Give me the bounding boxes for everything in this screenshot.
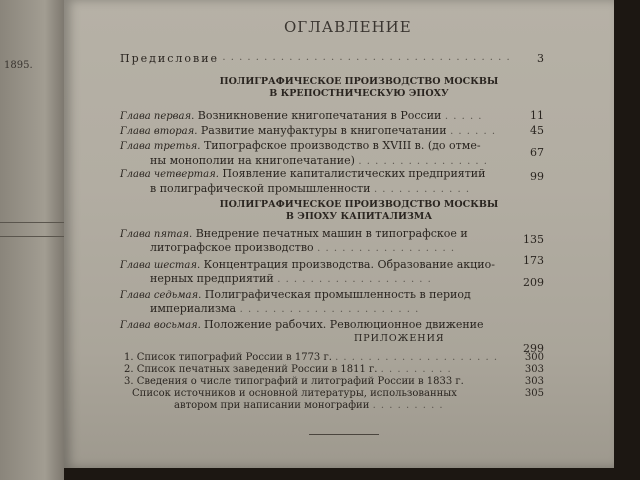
toc-entry (120, 109, 482, 122)
toc-entry-continuation (150, 241, 455, 254)
leader-dots: . . . . . . . . . (372, 400, 444, 411)
chapter-number: Глава пятая. (120, 229, 193, 240)
part1-heading-line: ПОЛИГРАФИЧЕСКОЕ ПРОИЗВОДСТВО МОСКВЫ (219, 76, 499, 87)
left-page-rule (0, 236, 64, 237)
leader-dots: . . . . . . (450, 126, 497, 137)
chapter-title: империализма (150, 302, 237, 315)
toc-entry (120, 288, 471, 301)
left-page-edge (0, 0, 64, 480)
appendix-item-text: 1. Список типографий России в 1773 г. (124, 352, 332, 363)
chapter-page: 67 (530, 146, 544, 159)
toc-entry-continuation (150, 182, 470, 195)
chapter-page: 209 (523, 276, 544, 289)
chapter-page: 135 (523, 233, 544, 246)
page-title: ОГЛАВЛЕНИЕ (284, 18, 412, 36)
appendix-item (124, 352, 498, 363)
leader-dots: . . . . . . . . . . . . (373, 184, 471, 195)
appendix-item (124, 364, 452, 375)
toc-entry (120, 139, 481, 152)
appendix-item-text: Список источников и основной литературы, использованных (132, 388, 457, 399)
chapter-title: Возникновение книгопечатания в России (197, 109, 442, 122)
toc-entry (120, 124, 496, 137)
toc-entry (120, 318, 484, 331)
toc-entry-continuation (150, 154, 488, 167)
chapter-page: 99 (530, 170, 544, 183)
leader-dots: . . . . . . . . . . . . . . . . . . . (277, 274, 432, 285)
appendix-item (174, 400, 444, 411)
appendix-item-page: 300 (524, 352, 544, 363)
appendix-item-text: 2. Список печатных заведений России в 1811 г. (124, 364, 378, 375)
appendix-item (124, 376, 464, 387)
chapter-title: в полиграфической промышленности (150, 182, 371, 195)
part2-heading (194, 199, 524, 223)
left-page-rule (0, 222, 64, 223)
leader-dots: . . . . . . . . . (380, 364, 452, 375)
part1-heading (194, 76, 524, 100)
appendix-item-page: 305 (524, 388, 544, 399)
leader-dots: . . . . . . . . . . . . . . . . . (317, 243, 456, 254)
contents-page (64, 0, 614, 468)
toc-entry-continuation (150, 272, 432, 285)
chapter-number: Глава вторая. (120, 126, 198, 137)
appendix-item-page: 303 (524, 364, 544, 375)
end-rule (309, 434, 379, 435)
leader-dots: . . . . . (444, 111, 483, 122)
appendix-title: ПРИЛОЖЕНИЯ (354, 333, 445, 344)
chapter-number: Глава седьмая. (120, 290, 202, 301)
chapter-title: Положение рабочих. Революционное движение (204, 318, 484, 331)
chapter-title: Развитие мануфактуры в книгопечатании (200, 124, 447, 137)
chapter-title: Внедрение печатных машин в типографское и (195, 227, 468, 240)
chapter-page: 173 (523, 254, 544, 267)
chapter-number: Глава третья. (120, 141, 201, 152)
appendix-title-page: 299 (523, 342, 544, 355)
chapter-page: 45 (530, 124, 544, 137)
chapter-title: нерных предприятий (150, 272, 274, 285)
part2-heading-line: В ЭПОХУ КАПИТАЛИЗМА (285, 211, 433, 222)
chapter-page: 11 (530, 109, 544, 122)
leader-dots: . . . . . . . . . . . . . . . . (358, 156, 488, 167)
chapter-number: Глава восьмая. (120, 320, 205, 331)
toc-entry-continuation (150, 302, 419, 315)
appendix-item-page: 303 (524, 376, 544, 387)
leader-dots: . . . . . . . . . . . . . . . . . . . . . . (239, 304, 420, 315)
part2-heading-line: ПОЛИГРАФИЧЕСКОЕ ПРОИЗВОДСТВО МОСКВЫ (219, 199, 499, 210)
chapter-title: Концентрация производства. Образование акцио- (203, 258, 495, 271)
part1-heading-line: В КРЕПОСТНИЧЕСКУЮ ЭПОХУ (269, 88, 449, 99)
leader-dots: . . . . . . . . . . . . . . . . . . . . (335, 352, 499, 363)
appendix-item (132, 388, 457, 399)
chapter-title: Полиграфическая промышленность в период (204, 288, 471, 301)
chapter-title: Появление капиталистических предприятий (222, 167, 486, 180)
chapter-title: ны монополии на книгопечатание) (150, 154, 355, 167)
appendix-item-text: автором при написании монографии (174, 400, 370, 411)
chapter-number: Глава четвертая. (120, 169, 219, 180)
leader-dots: . . . . . . . . . . . . . . . . . . . . . . . . . . . . . . . . . . . . (214, 52, 511, 63)
toc-entry (120, 258, 495, 271)
chapter-number: Глава шестая. (120, 260, 201, 271)
preface-label: Предисловие (120, 52, 220, 65)
toc-entry (120, 227, 468, 240)
toc-entry (120, 167, 485, 180)
chapter-title: Типографское производство в XVIII в. (до отме- (203, 139, 481, 152)
appendix-item-text: 3. Сведения о числе типографий и литографий России в 1833 г. (124, 376, 464, 387)
chapter-number: Глава первая. (120, 111, 195, 122)
preface-page: 3 (537, 52, 544, 65)
left-page-year: 1895. (4, 60, 33, 71)
chapter-title: литографское производство (150, 241, 314, 254)
